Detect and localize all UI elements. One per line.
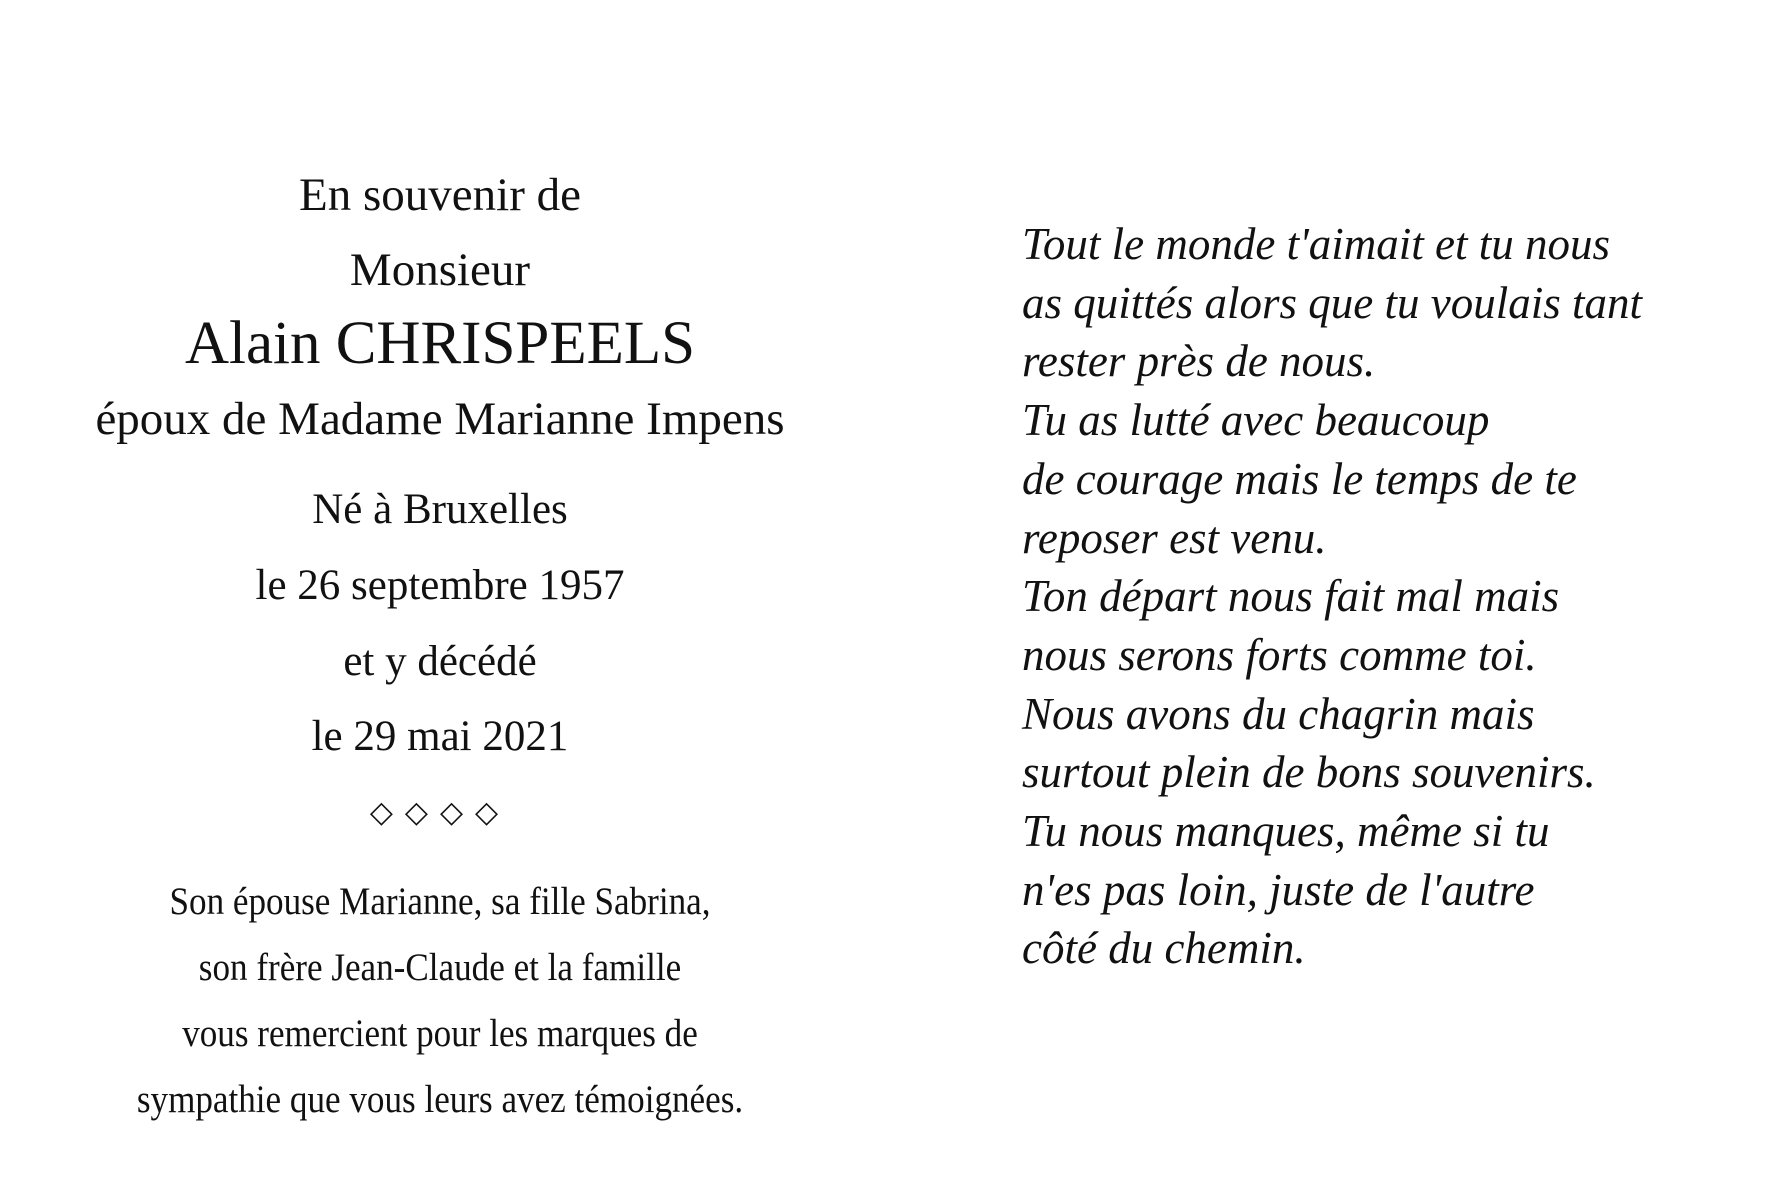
thanks-line: vous remercient pour les marques de — [182, 1012, 698, 1055]
poem-line: Tu nous manques, même si tu — [1022, 806, 1550, 857]
death-place: et y décédé — [343, 638, 537, 685]
poem-line: Tu as lutté avec beaucoup — [1022, 395, 1490, 446]
poem-line: n'es pas loin, juste de l'autre — [1022, 864, 1535, 915]
birth-date: le 26 septembre 1957 — [255, 562, 625, 609]
poem-line: nous serons forts comme toi. — [1022, 629, 1537, 680]
poem-line: Tout le monde t'aimait et tu nous — [1022, 219, 1610, 269]
poem-line: rester près de nous. — [1022, 336, 1376, 387]
poem-line: Nous avons du chagrin mais — [1022, 688, 1535, 739]
poem-line: de courage mais le temps de te — [1022, 453, 1577, 504]
poem-line: Ton départ nous fait mal mais — [1022, 571, 1560, 622]
deceased-name: Alain CHRISPEELS — [184, 310, 696, 377]
thanks-line: son frère Jean-Claude et la famille — [198, 946, 682, 989]
diamond-divider: ◇◇◇◇ — [369, 796, 511, 829]
honorific-title: Monsieur — [349, 244, 531, 296]
death-date: le 29 mai 2021 — [311, 713, 569, 760]
poem-line: as quittés alors que tu voulais tant — [1022, 277, 1643, 328]
birth-place: Né à Bruxelles — [312, 486, 568, 533]
poem-line: côté du chemin. — [1022, 923, 1306, 974]
memorial-intro: En souvenir de — [299, 169, 581, 221]
spouse-line: époux de Madame Marianne Impens — [95, 393, 785, 445]
poem-line: surtout plein de bons souvenirs. — [1022, 747, 1596, 798]
memorial-poem — [1022, 215, 1742, 978]
memorial-details — [0, 0, 880, 1181]
poem-line: reposer est venu. — [1022, 512, 1327, 563]
thanks-line: Son épouse Marianne, sa fille Sabrina, — [169, 880, 711, 923]
thanks-line: sympathie que vous leurs avez témoignées. — [136, 1078, 744, 1121]
